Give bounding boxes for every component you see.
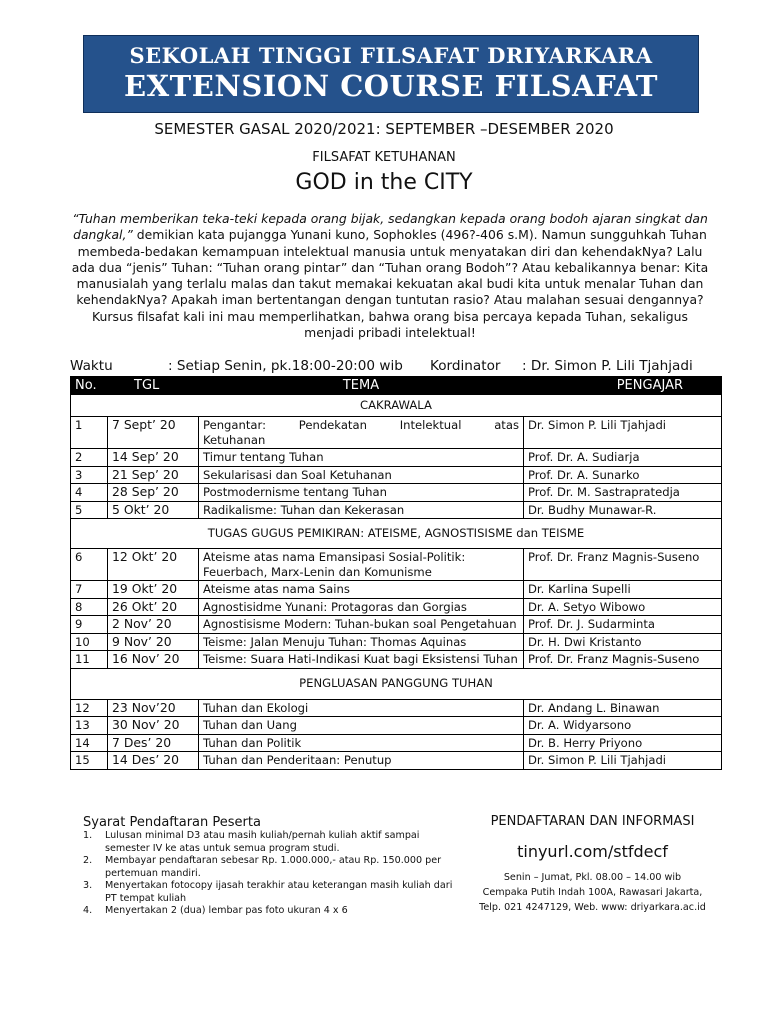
- list-number: 2.: [83, 855, 93, 866]
- cell-lecturer: Dr. Simon P. Lili Tjahjadi: [524, 752, 722, 770]
- cell-no: 3: [71, 466, 108, 484]
- cell-topic: Tuhan dan Ekologi: [199, 699, 524, 717]
- cell-topic: Tuhan dan Penderitaan: Penutup: [199, 752, 524, 770]
- cell-date: 5 Okt’ 20: [108, 501, 199, 519]
- cell-topic: Ateisme atas nama Sains: [199, 581, 524, 599]
- table-row: [71, 466, 722, 484]
- cell-topic: Tuhan dan Politik: [199, 734, 524, 752]
- cell-no: 9: [71, 616, 108, 634]
- cell-date: 30 Nov’ 20: [108, 717, 199, 735]
- table-row: [71, 633, 722, 651]
- cell-topic: Ateisme atas nama Emansipasi Sosial-Politik: Feuerbach, Marx-Lenin dan Komunisme: [199, 549, 524, 581]
- list-item: [83, 830, 463, 855]
- cell-topic: Teisme: Suara Hati-Indikasi Kuat bagi Eksistensi Tuhan: [199, 651, 524, 669]
- cell-date: 14 Des’ 20: [108, 752, 199, 770]
- koordinator-value: : Dr. Simon P. Lili Tjahjadi: [522, 358, 693, 374]
- office-address: Cempaka Putih Indah 100A, Rawasari Jakarta,: [482, 887, 703, 898]
- cell-topic: Agnostisisme Modern: Tuhan-bukan soal Pengetahuan: [199, 616, 524, 634]
- header-tgl: TGL: [108, 377, 199, 395]
- cell-no: 6: [71, 549, 108, 581]
- list-text: Menyertakan 2 (dua) lembar pas foto ukuran 4 x 6: [105, 905, 348, 916]
- office-contact: Telp. 021 4247129, Web. www: driyarkara.ac.id: [479, 902, 706, 913]
- waktu-label: Waktu: [70, 358, 113, 374]
- intro-quote: “Tuhan memberikan teka-teki kepada orang bijak, sedangkan kepada orang bodoh ajaran singkat dan dangkal,”: [72, 211, 708, 243]
- cell-date: 19 Okt’ 20: [108, 581, 199, 599]
- cell-lecturer: Prof. Dr. A. Sunarko: [524, 466, 722, 484]
- table-row: [71, 752, 722, 770]
- cell-topic: Radikalisme: Tuhan dan Kekerasan: [199, 501, 524, 519]
- cell-date: 14 Sep’ 20: [108, 449, 199, 467]
- section-row: [71, 519, 722, 549]
- list-text: Lulusan minimal D3 atau masih kuliah/pernah kuliah aktif sampai semester IV ke atas untuk semua program studi.: [105, 830, 420, 854]
- header-pengajar: PENGAJAR: [524, 377, 722, 395]
- cell-date: 7 Sept’ 20: [108, 417, 199, 449]
- list-item: [83, 905, 463, 918]
- table-row: [71, 616, 722, 634]
- subject-line: FILSAFAT KETUHANAN: [312, 150, 456, 165]
- cell-lecturer: Dr. Karlina Supelli: [524, 581, 722, 599]
- cell-date: 21 Sep’ 20: [108, 466, 199, 484]
- cell-no: 4: [71, 484, 108, 502]
- schedule-table: [70, 376, 722, 770]
- waktu-value: : Setiap Senin, pk.18:00-20:00 wib: [168, 358, 403, 374]
- table-row: [71, 699, 722, 717]
- office-hours: Senin – Jumat, Pkl. 08.00 – 14.00 wib: [503, 872, 682, 883]
- section-title: PENGLUASAN PANGGUNG TUHAN: [71, 668, 722, 699]
- cell-no: 11: [71, 651, 108, 669]
- header-no: No.: [71, 377, 108, 395]
- cell-no: 14: [71, 734, 108, 752]
- cell-no: 5: [71, 501, 108, 519]
- cell-lecturer: Prof. Dr. A. Sudiarja: [524, 449, 722, 467]
- table-row: [71, 717, 722, 735]
- cell-no: 1: [71, 417, 108, 449]
- cell-date: 16 Nov’ 20: [108, 651, 199, 669]
- cell-date: 28 Sep’ 20: [108, 484, 199, 502]
- registration-url[interactable]: tinyurl.com/stfdecf: [517, 842, 668, 861]
- table-row: [71, 598, 722, 616]
- table-row: [71, 501, 722, 519]
- cell-topic: Teisme: Jalan Menuju Tuhan: Thomas Aquinas: [199, 633, 524, 651]
- cell-lecturer: Dr. A. Setyo Wibowo: [524, 598, 722, 616]
- section-title: TUGAS GUGUS PEMIKIRAN: ATEISME, AGNOSTISISME dan TEISME: [71, 519, 722, 549]
- section-title: CAKRAWALA: [71, 395, 722, 417]
- cell-lecturer: Prof. Dr. J. Sudarminta: [524, 616, 722, 634]
- list-text: Menyertakan fotocopy ijasah terakhir atau keterangan masih kuliah dari PT tempat kuliah: [105, 880, 453, 904]
- cell-no: 2: [71, 449, 108, 467]
- cell-topic: Tuhan dan Uang: [199, 717, 524, 735]
- section-row: [71, 668, 722, 699]
- cell-lecturer: Dr. Simon P. Lili Tjahjadi: [524, 417, 722, 449]
- course-name: EXTENSION COURSE FILSAFAT: [124, 69, 658, 103]
- cell-date: 23 Nov’20: [108, 699, 199, 717]
- cell-topic: Timur tentang Tuhan: [199, 449, 524, 467]
- table-row: [71, 484, 722, 502]
- cell-no: 15: [71, 752, 108, 770]
- registration-title: PENDAFTARAN DAN INFORMASI: [490, 814, 695, 829]
- table-row: [71, 734, 722, 752]
- intro-body: demikian kata pujangga Yunani kuno, Sophokles (496?-406 s.M). Namun sungguhkah Tuhan membeda-bedakan kemampuan intelektual manusia untuk menyatakan diri dan kehendakNya? Lalu ada dua “jenis” Tuhan: “Tuhan orang pintar” dan “Tuhan orang Bodoh”? Atau kebalikannya benar: Kita manusialah yang terlalu malas dan takut memakai kekuatan akal budi kita untuk menalar Tuhan dan kehendakNya? Apakah iman bertentangan dengan tuntutan rasio? Atau malahan sesuai dengannya? Kursus filsafat kali ini mau memperlihatkan, bahwa orang bisa percaya kepada Tuhan, sekaligus menjadi pribadi intelektual!: [71, 227, 709, 341]
- cell-lecturer: Prof. Dr. Franz Magnis-Suseno: [524, 651, 722, 669]
- requirements-list: [83, 830, 463, 918]
- cell-topic-line1: Pengantar: Pendekatan Intelektual atas: [203, 418, 519, 432]
- table-row: [71, 581, 722, 599]
- koordinator-label: Kordinator: [430, 358, 501, 374]
- cell-topic: Sekularisasi dan Soal Ketuhanan: [199, 466, 524, 484]
- header-tema: TEMA: [199, 377, 524, 395]
- cell-lecturer: Dr. Andang L. Binawan: [524, 699, 722, 717]
- cell-no: 8: [71, 598, 108, 616]
- cell-lecturer: Dr. Budhy Munawar-R.: [524, 501, 722, 519]
- cell-lecturer: Dr. H. Dwi Kristanto: [524, 633, 722, 651]
- table-row: [71, 417, 722, 449]
- list-text: Membayar pendaftaran sebesar Rp. 1.000.000,- atau Rp. 150.000 per pertemuan mandiri.: [105, 855, 442, 879]
- institution-name: SEKOLAH TINGGI FILSAFAT DRIYARKARA: [129, 43, 653, 68]
- list-item: [83, 855, 463, 880]
- cell-topic: Postmodernisme tentang Tuhan: [199, 484, 524, 502]
- cell-date: 2 Nov’ 20: [108, 616, 199, 634]
- cell-no: 7: [71, 581, 108, 599]
- table-header-row: [71, 377, 722, 395]
- cell-no: 13: [71, 717, 108, 735]
- list-item: [83, 880, 463, 905]
- cell-date: 9 Nov’ 20: [108, 633, 199, 651]
- list-number: 1.: [83, 830, 93, 841]
- list-number: 4.: [83, 905, 93, 916]
- header-banner: [83, 35, 699, 113]
- semester-line: SEMESTER GASAL 2020/2021: SEPTEMBER –DESEMBER 2020: [154, 120, 614, 138]
- section-row: [71, 395, 722, 417]
- table-row: [71, 651, 722, 669]
- cell-topic: [199, 417, 524, 449]
- cell-no: 12: [71, 699, 108, 717]
- list-number: 3.: [83, 880, 93, 891]
- cell-lecturer: Dr. A. Widyarsono: [524, 717, 722, 735]
- cell-topic: Agnostisidme Yunani: Protagoras dan Gorgias: [199, 598, 524, 616]
- table-row: [71, 449, 722, 467]
- table-row: [71, 549, 722, 581]
- cell-date: 7 Des’ 20: [108, 734, 199, 752]
- cell-lecturer: Dr. B. Herry Priyono: [524, 734, 722, 752]
- cell-lecturer: Prof. Dr. Franz Magnis-Suseno: [524, 549, 722, 581]
- requirements-title: Syarat Pendaftaran Peserta: [83, 815, 261, 830]
- cell-topic-line2: Ketuhanan: [203, 432, 266, 447]
- course-title: GOD in the CITY: [295, 170, 473, 195]
- cell-lecturer: Prof. Dr. M. Sastrapratedja: [524, 484, 722, 502]
- registration-info: [470, 870, 715, 915]
- cell-date: 26 Okt’ 20: [108, 598, 199, 616]
- cell-no: 10: [71, 633, 108, 651]
- cell-date: 12 Okt’ 20: [108, 549, 199, 581]
- intro-paragraph: [70, 211, 710, 341]
